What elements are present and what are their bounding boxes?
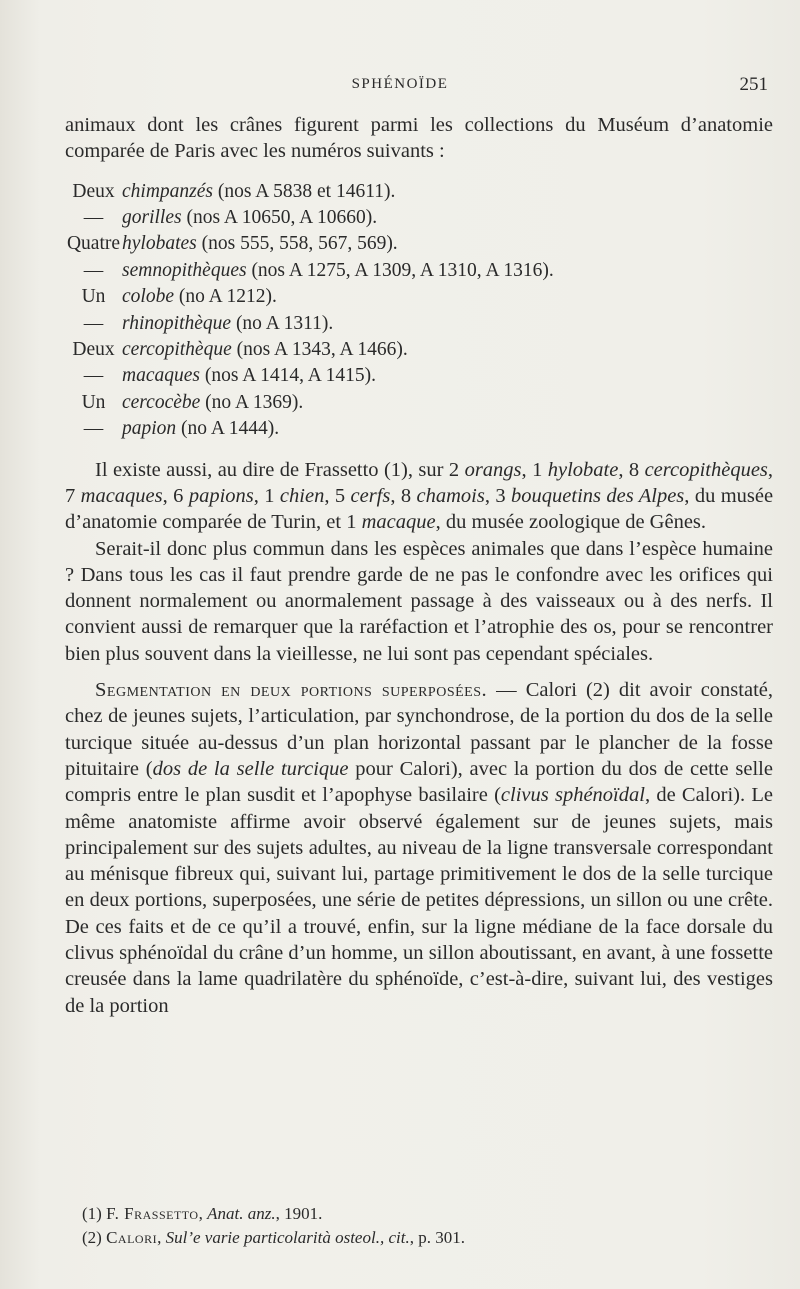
footnote-1 [82, 1202, 772, 1226]
footnote-2 [82, 1226, 772, 1250]
list-refs: (no A 1311). [235, 312, 334, 334]
text-run: , 1 [521, 458, 548, 481]
species-term: chamois [416, 484, 485, 507]
list-item [65, 258, 773, 284]
list-refs: (no A 1212). [178, 286, 277, 308]
list-species: hylobates [122, 233, 197, 255]
body-text [65, 112, 773, 1019]
species-term: cercopithèques [644, 458, 768, 481]
footnote-number: (2) [82, 1228, 107, 1247]
list-refs: (nos A 1343, A 1466). [236, 339, 408, 361]
list-refs: (nos A 1414, A 1415). [204, 365, 377, 387]
list-qty: Deux [72, 339, 115, 361]
intro-paragraph: animaux dont les crânes figurent parmi les collections du Muséum d’anatomie comparée de Paris avec les numéros suivants : [65, 114, 773, 163]
specimen-list [65, 179, 773, 443]
footnotes [82, 1202, 772, 1250]
footnote-work: Sul’e varie particolarità osteol., cit. [165, 1228, 410, 1247]
species-term: orangs [464, 458, 522, 481]
list-item [65, 205, 773, 231]
list-qty: — [83, 365, 104, 387]
text-run: , 6 [162, 484, 189, 507]
list-qty: Quatre [66, 233, 121, 255]
text-run: , 1901. [275, 1204, 323, 1223]
species-term: chien [279, 484, 325, 507]
page-number: 251 [739, 74, 768, 95]
text-run: pour Calori), avec la portion du dos de cette selle compris entre le plan susdit et l’apophyse basilaire ( [65, 757, 773, 807]
text-run: , 7 [65, 458, 774, 507]
list-item [65, 337, 773, 363]
text-run: , 3 [484, 484, 512, 507]
segmentation-paragraph [65, 677, 773, 1019]
list-species: semnopithèques [122, 259, 247, 281]
species-term: papions [188, 484, 254, 507]
list-refs: (nos A 1275, A 1309, A 1310, A 1316). [251, 259, 554, 281]
latin-term: clivus sphénoïdal [500, 784, 645, 807]
text-run: , [198, 1204, 208, 1223]
list-refs: (nos 555, 558, 567, 569). [201, 233, 398, 255]
list-item [65, 416, 773, 442]
list-refs: (no A 1369). [205, 391, 304, 413]
text-run: , p. 301. [409, 1228, 465, 1247]
species-term: macaques [80, 484, 163, 507]
species-term: cerfs [350, 484, 391, 507]
list-item [65, 179, 773, 205]
section-heading: Segmentation en deux portions superposées. [95, 679, 488, 702]
list-species: papion [122, 418, 177, 440]
list-species: cercopithèque [122, 339, 232, 361]
list-refs: (nos A 10650, A 10660). [186, 207, 378, 228]
list-qty: Un [81, 286, 106, 308]
species-term: hylobate [547, 458, 619, 481]
footnote-author: Calori [106, 1228, 158, 1247]
list-qty: — [83, 312, 104, 334]
list-qty: Deux [72, 180, 115, 202]
running-head [0, 72, 800, 98]
list-qty: Un [81, 391, 106, 413]
species-term: bouquetins des Alpes [511, 484, 685, 507]
list-species: rhinopithèque [122, 312, 232, 334]
list-species: macaques [122, 365, 200, 387]
frassetto-paragraph [65, 457, 773, 536]
text-run: — Calori (2) dit avoir constaté, chez de jeunes sujets, l’articulation, par synchondrose, de la portion du dos de la selle turcique située au-dessus d’un plan horizontal passant par le plancher de la fosse pituitaire ( [65, 679, 773, 780]
list-item [65, 390, 773, 416]
text-run: , 8 [390, 484, 417, 507]
latin-term: dos de la selle turcique [152, 757, 349, 780]
list-qty: — [83, 207, 104, 228]
list-species: chimpanzés [122, 180, 213, 202]
species-term: macaque [361, 511, 436, 534]
footnote-number: (1) [82, 1204, 107, 1223]
list-item [65, 284, 773, 310]
footnote-author: F. Frassetto [106, 1204, 199, 1223]
text-run: , 8 [618, 458, 645, 481]
list-refs: (no A 1444). [181, 418, 280, 440]
list-refs: (nos A 5838 et 14611). [217, 180, 396, 202]
footnote-work: Anat. anz. [207, 1204, 276, 1223]
list-item [65, 231, 773, 257]
list-species: gorilles [122, 207, 182, 228]
text-run: , du musée d’anatomie comparée de Turin, et 1 [65, 484, 774, 534]
text-run: , de Calori). Le même anatomiste affirme avoir observé également sur de jeunes sujets, mais principalement sur des sujets adultes, au niveau de la ligne transversale correspondant au ménisque fibreux qui, suivant lui, partage primitivement le dos de la selle turcique en deux portions, superposées, une série de petites dépressions, un sillon ou une crête. De ces faits et de ce qu’il a trouvé, enfin, sur la ligne médiane de la face dorsale du clivus sphénoïdal du crâne d’un homme, un sillon aboutissant, en avant, à une fossette creusée dans la lame quadrilatère du sphénoïde, c’est-à-dire, suivant lui, des vestiges de la portion [65, 784, 773, 1017]
list-item [65, 311, 773, 337]
text-run: Il existe aussi, au dire de Frassetto (1), sur 2 [95, 458, 465, 481]
text-run: , 1 [253, 484, 280, 507]
text-run: , 5 [324, 484, 351, 507]
rarity-paragraph: Serait-il donc plus commun dans les espèces animales que dans l’espèce humaine ? Dans tous les cas il faut prendre garde de ne pas le confondre avec les orifices qui donnent normalement ou anormalement passage à des vaisseaux ou à des nerfs. Il convient aussi de remarquer que la raréfaction et l’atrophie des os, pour se rencontrer bien plus souvent dans la vieillesse, ne lui sont pas cependant spéciales. [65, 537, 773, 665]
list-species: colobe [122, 286, 174, 308]
text-run: , du musée zoologique de Gênes. [435, 511, 707, 534]
list-species: cercocèbe [122, 391, 201, 413]
list-qty: — [83, 418, 104, 440]
running-title: SPHÉNOÏDE [351, 76, 449, 92]
list-qty: — [83, 259, 104, 281]
text-run: , [157, 1228, 166, 1247]
list-item [65, 363, 773, 389]
